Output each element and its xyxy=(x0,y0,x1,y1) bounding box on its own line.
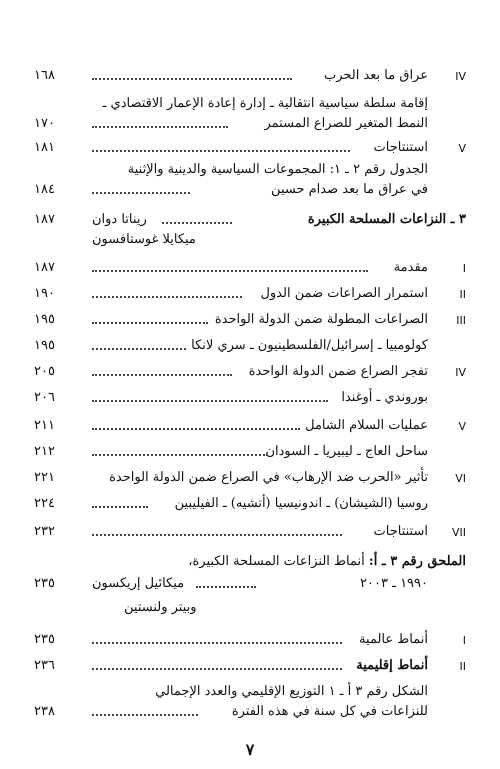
entry-title-line: الجدول رقم ٢ ـ ١: المجموعات السياسية والدينية والإثنية xyxy=(127,162,428,177)
page-ref: ١٩٠ xyxy=(34,286,55,301)
appendix-label: الملحق رقم ٣ ـ أ: xyxy=(368,554,466,569)
leader-dots xyxy=(92,428,300,430)
toc-entry[interactable] xyxy=(0,362,500,386)
page-ref: ٢٣٦ xyxy=(34,658,55,673)
toc-entry[interactable] xyxy=(0,442,500,466)
page-ref: ٢١٢ xyxy=(34,444,55,459)
leader-dots xyxy=(92,270,368,272)
chapter-author-2: ميكايلا غوستافسون xyxy=(92,232,196,247)
toc-entry[interactable] xyxy=(0,388,500,412)
page-ref: ١٨٧ xyxy=(34,260,55,275)
page-ref: ٢٣٥ xyxy=(34,632,55,647)
appendix-entry-continued[interactable] xyxy=(0,574,500,598)
chapter-title: ٣ ـ النزاعات المسلحة الكبيرة xyxy=(307,212,466,227)
entry-title: استنتاجات xyxy=(373,140,428,155)
toc-entry-continued[interactable] xyxy=(0,702,500,726)
toc-entry[interactable] xyxy=(0,656,500,680)
appendix-entry-continued xyxy=(0,598,500,622)
entry-title: عراق ما بعد الحرب xyxy=(323,68,428,83)
entry-title: مقدمة xyxy=(393,260,428,275)
page-ref: ٢٣٨ xyxy=(34,704,55,719)
toc-entry[interactable] xyxy=(0,522,500,546)
leader-dots xyxy=(92,78,292,80)
appendix-author: ميكائيل إريكسون xyxy=(92,576,185,591)
entry-title: كولومبيا ـ إسرائيل/الفلسطينيون ـ سري لانكا xyxy=(191,338,428,353)
appendix-entry[interactable] xyxy=(0,552,500,576)
toc-entry-continued[interactable] xyxy=(0,180,500,204)
entry-title-line: النمط المتغير للصراع المستمر xyxy=(264,116,428,131)
page-ref: ٢٣٥ xyxy=(34,576,55,591)
entry-title: ساحل العاج ـ ليبيريا ـ السودان xyxy=(265,444,428,459)
entry-title: روسيا (الشيشان) ـ اندونيسيا (أتشيه) ـ الفيليبين xyxy=(174,496,428,511)
leader-dots xyxy=(92,668,342,670)
appendix-title: أنماط النزاعات المسلحة الكبيرة، xyxy=(188,554,365,569)
appendix-years: ١٩٩٠ ـ ٢٠٠٣ xyxy=(360,576,428,591)
entry-title: استمرار الصراعات ضمن الدول xyxy=(260,286,428,301)
chapter-entry-continued xyxy=(0,230,500,254)
section-roman: III xyxy=(456,314,466,327)
leader-dots xyxy=(92,348,186,350)
page-ref: ٢١١ xyxy=(34,418,55,433)
toc-entry[interactable] xyxy=(0,630,500,654)
page-number: ٧ xyxy=(245,740,255,759)
appendix-author-2: وبيتر ولنستين xyxy=(124,600,197,615)
leader-dots xyxy=(92,126,228,128)
section-roman: I xyxy=(462,262,466,275)
page-ref: ٢٢٤ xyxy=(34,496,55,511)
leader-dots xyxy=(92,150,350,152)
leader-dots xyxy=(92,296,242,298)
leader-dots xyxy=(92,454,268,456)
entry-title-line: للنزاعات في كل سنة في هذه الفترة xyxy=(231,704,428,719)
chapter-author: ريناتا دوان xyxy=(92,212,147,227)
entry-title: الصراعات المطولة ضمن الدولة الواحدة xyxy=(214,312,428,327)
leader-dots xyxy=(92,506,148,508)
entry-title: استنتاجات xyxy=(373,524,428,539)
leader-dots xyxy=(92,192,190,194)
toc-entry[interactable] xyxy=(0,310,500,334)
page-ref: ١٧٠ xyxy=(34,116,55,131)
toc-entry[interactable] xyxy=(0,284,500,308)
toc-entry[interactable] xyxy=(0,336,500,360)
toc-entry[interactable] xyxy=(0,258,500,282)
page-ref: ١٨٧ xyxy=(34,212,55,227)
section-roman: I xyxy=(462,634,466,647)
entry-title: تفجر الصراع ضمن الدولة الواحدة xyxy=(248,364,428,379)
toc-entry[interactable] xyxy=(0,494,500,518)
page-ref: ١٨٤ xyxy=(34,182,55,197)
entry-title-line: في عراق ما بعد صدام حسين xyxy=(271,182,428,197)
appendix-heading xyxy=(188,554,466,569)
section-roman: IV xyxy=(455,366,466,379)
leader-dots xyxy=(92,714,198,716)
page-ref: ١٩٥ xyxy=(34,338,55,353)
entry-title-line: الشكل رقم ٣ أ ـ ١ التوزيع الإقليمي والعدد الإجمالي xyxy=(155,684,428,699)
entry-title: أنماط إقليمية xyxy=(356,658,428,673)
section-roman: V xyxy=(458,142,466,155)
leader-dots xyxy=(162,222,232,224)
page-ref: ٢٣٢ xyxy=(34,524,55,539)
page-ref: ١٦٨ xyxy=(34,68,55,83)
toc-entry[interactable] xyxy=(0,138,500,162)
section-roman: II xyxy=(459,288,466,301)
entry-title-line: إقامة سلطة سياسية انتقالية ـ إدارة إعادة الإعمار الاقتصادي ـ xyxy=(102,96,428,111)
entry-title: أنماط عالمية xyxy=(359,632,428,647)
page-ref: ١٨١ xyxy=(34,140,55,155)
page-ref: ١٩٥ xyxy=(34,312,55,327)
toc-entry-continued[interactable] xyxy=(0,114,500,138)
leader-dots xyxy=(92,322,208,324)
leader-dots xyxy=(92,400,328,402)
toc-entry[interactable] xyxy=(0,468,500,492)
section-roman: IV xyxy=(455,70,466,83)
leader-dots xyxy=(92,374,232,376)
leader-dots xyxy=(92,642,342,644)
section-roman: VI xyxy=(455,472,466,485)
section-roman: V xyxy=(458,420,466,433)
toc-entry[interactable] xyxy=(0,66,500,90)
page-ref: ٢٠٦ xyxy=(34,390,55,405)
entry-title: عمليات السلام الشامل xyxy=(305,418,428,433)
page-ref: ٢٢١ xyxy=(34,470,55,485)
leader-dots xyxy=(196,586,256,588)
section-roman: VII xyxy=(451,526,466,539)
toc-entry[interactable] xyxy=(0,416,500,440)
leader-dots xyxy=(92,534,342,536)
entry-title: تأثير «الحرب ضد الإرهاب» في الصراع ضمن الدولة الواحدة xyxy=(109,470,428,485)
entry-title: بوروندي ـ أوغندا xyxy=(341,390,428,405)
section-roman: II xyxy=(459,660,466,673)
page-ref: ٢٠٥ xyxy=(34,364,55,379)
